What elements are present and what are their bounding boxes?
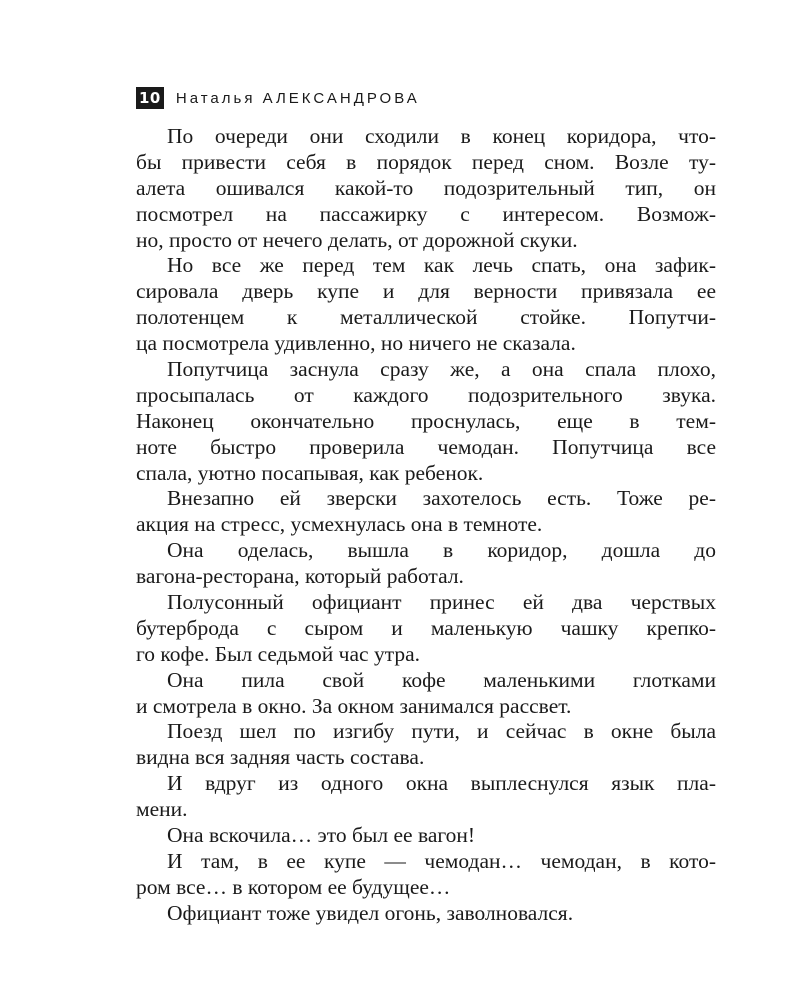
text-line: По очереди они сходили в конец коридора, что- <box>167 124 716 148</box>
running-head <box>136 86 420 110</box>
text-line: акция на стресс, усмехнулась она в темноте. <box>136 512 543 537</box>
paragraph <box>136 719 716 771</box>
text-line: ноте быстро проверила чемодан. Попутчица все <box>136 434 716 459</box>
text-line: Но все же перед тем как лечь спать, она зафик- <box>167 253 716 278</box>
paragraph <box>136 357 716 486</box>
text-line: алета ошивался какой-то подозрительный тип, он <box>136 175 716 200</box>
body-text <box>136 124 716 927</box>
text-line: Официант тоже увидел огонь, заволновался. <box>167 900 574 925</box>
text-line: посмотрел на пассажирку с интересом. Возмож- <box>136 201 716 226</box>
paragraph <box>136 901 716 927</box>
text-line: Наконец окончательно проснулась, еще в тем- <box>136 408 716 433</box>
paragraph <box>136 849 716 901</box>
text-line: просыпалась от каждого подозрительного звука. <box>136 382 716 407</box>
text-line: ром все… в котором ее будущее… <box>136 874 451 899</box>
text-line: видна вся задняя часть состава. <box>136 745 425 770</box>
text-line: вагона-ресторана, который работал. <box>136 564 464 589</box>
page-number: 10 <box>136 87 164 109</box>
text-line: бы привести себя в порядок перед сном. Возле ту- <box>136 149 716 174</box>
paragraph <box>136 486 716 538</box>
text-line: Она вскочила… это был ее вагон! <box>167 823 476 848</box>
text-line: ца посмотрела удивленно, но ничего не сказала. <box>136 331 576 356</box>
text-line: Поезд шел по изгибу пути, и сейчас в окне была <box>167 719 716 744</box>
text-line: спала, уютно посапывая, как ребенок. <box>136 460 484 485</box>
paragraph <box>136 771 716 823</box>
paragraph <box>136 590 716 668</box>
text-line: бутерброда с сыром и маленькую чашку крепко- <box>136 615 716 640</box>
paragraph <box>136 538 716 590</box>
text-line: Она пила свой кофе маленькими глотками <box>167 667 716 692</box>
paragraph <box>136 253 716 357</box>
paragraph <box>136 823 716 849</box>
text-line: но, просто от нечего делать, от дорожной скуки. <box>136 227 578 252</box>
text-line: го кофе. Был седьмой час утра. <box>136 641 421 666</box>
paragraph <box>136 124 716 253</box>
author-name: Наталья АЛЕКСАНДРОВА <box>175 89 420 107</box>
text-line: И там, в ее купе — чемодан… чемодан, в кото- <box>167 848 716 873</box>
text-line: мени. <box>136 797 188 822</box>
paragraph <box>136 668 716 720</box>
text-line: полотенцем к металлической стойке. Попутчи- <box>136 305 716 330</box>
text-line: Полусонный официант принес ей два черствых <box>167 590 716 615</box>
text-line: Попутчица заснула сразу же, а она спала плохо, <box>167 357 716 382</box>
text-line: И вдруг из одного окна выплеснулся язык пла- <box>167 771 716 796</box>
text-line: Внезапно ей зверски захотелось есть. Тоже ре- <box>167 486 716 511</box>
text-line: сировала дверь купе и для верности привязала ее <box>136 279 716 304</box>
text-line: Она оделась, вышла в коридор, дошла до <box>167 538 716 563</box>
text-line: и смотрела в окно. За окном занимался рассвет. <box>136 693 572 718</box>
